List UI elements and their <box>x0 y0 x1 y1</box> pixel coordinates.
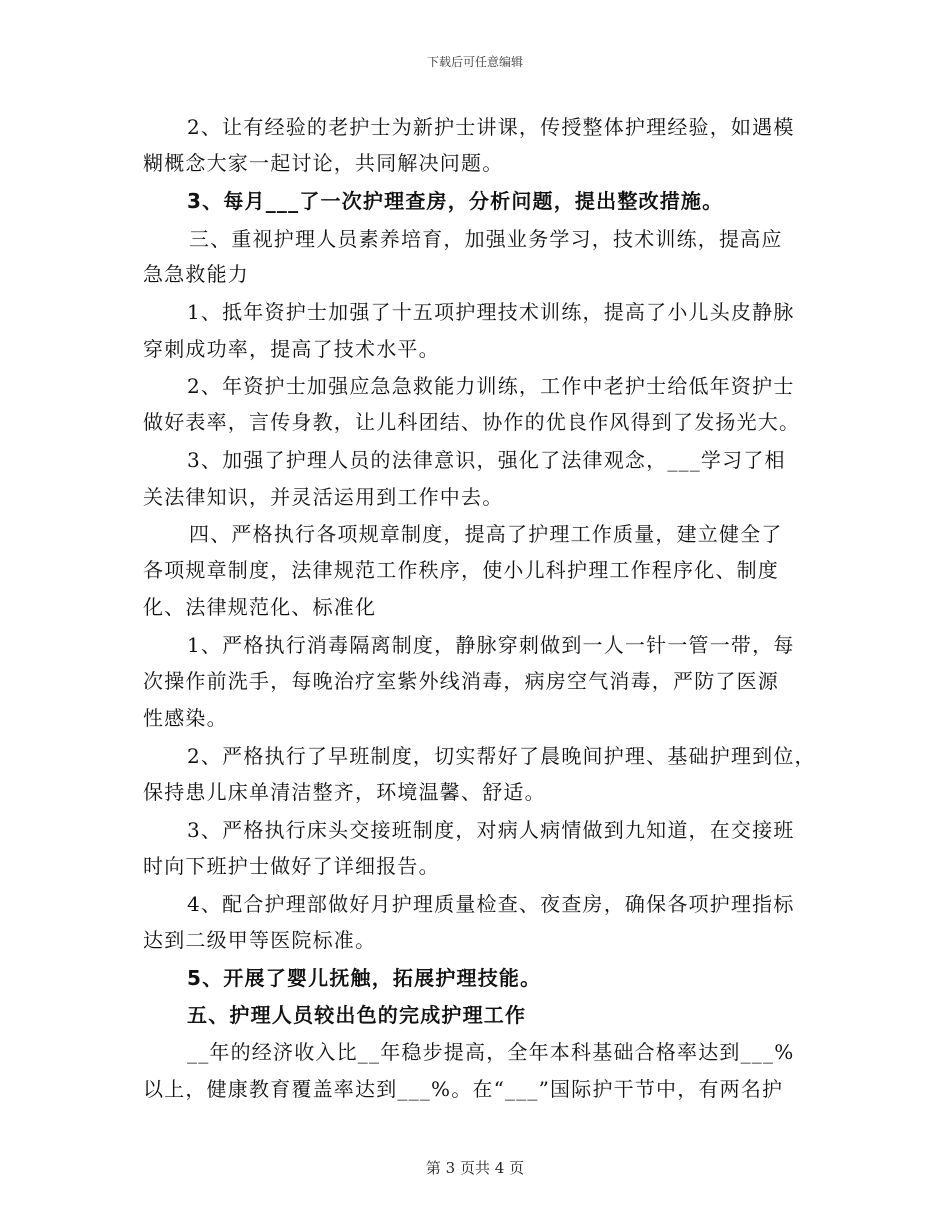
text-line: 五、护理人员较出色的完成护理工作 <box>187 1003 527 1027</box>
text-line: 4、配合护理部做好月护理质量检查、夜查房，确保各项护理指标 <box>187 892 795 916</box>
text-line: __年的经济收入比__年稳步提高，全年本科基础合格率达到___% <box>187 1040 795 1064</box>
text-line: 化、法律规范化、标准化 <box>143 595 377 619</box>
text-line: 性感染。 <box>143 706 228 730</box>
text-line: 1、严格执行消毒隔离制度，静脉穿刺做到一人一针一管一带，每 <box>187 633 795 657</box>
text-line: 各项规章制度，法律规范工作秩序，使小儿科护理工作程序化、制度 <box>143 558 779 582</box>
text-line: 时向下班护士做好了详细报告。 <box>143 854 440 878</box>
text-line: 2、让有经验的老护士为新护士讲课，传授整体护理经验，如遇模 <box>187 115 795 139</box>
text-line: 穿刺成功率，提高了技术水平。 <box>143 337 440 361</box>
text-line: 糊概念大家一起讨论，共同解决问题。 <box>143 151 504 175</box>
text-line: 关法律知识，并灵活运用到工作中去。 <box>143 485 504 509</box>
text-line: 保持患儿床单清洁整齐，环境温馨、舒适。 <box>143 780 546 804</box>
text-line: 3、加强了护理人员的法律意识，强化了法律观念，___学习了相 <box>187 448 786 472</box>
text-line: 次操作前洗手，每晚治疗室紫外线消毒，病房空气消毒，严防了医源 <box>143 669 779 693</box>
text-line: 急急救能力 <box>143 262 249 286</box>
text-line: 达到二级甲等医院标准。 <box>143 928 377 952</box>
text-line: 三、重视护理人员素养培育，加强业务学习，技术训练，提高应 <box>189 227 783 251</box>
page-footer: 第 3 页共 4 页 <box>425 1159 525 1177</box>
text-line: 四、严格执行各项规章制度，提高了护理工作质量，建立健全了 <box>189 522 783 546</box>
text-line: 2、年资护士加强应急急救能力训练，工作中老护士给低年资护士 <box>187 374 795 398</box>
text-line: 以上，健康教育覆盖率达到___%。在“___”国际护干节中，有两名护 <box>143 1077 784 1101</box>
text-line: 3、每月___了一次护理查房，分析问题，提出整改措施。 <box>187 189 724 213</box>
text-line: 做好表率，言传身教，让儿科团结、协作的优良作风得到了发扬光大。 <box>143 410 801 434</box>
text-line: 2、严格执行了早班制度，切实帮好了晨晚间护理、基础护理到位， <box>187 744 816 768</box>
text-line: 1、抵年资护士加强了十五项护理技术训练，提高了小儿头皮静脉 <box>187 300 795 324</box>
text-line: 3、严格执行床头交接班制度，对病人病情做到九知道，在交接班 <box>187 818 795 842</box>
page-header: 下载后可任意编辑 <box>426 55 523 69</box>
text-line: 5、开展了婴儿抚触，拓展护理技能。 <box>187 966 542 990</box>
